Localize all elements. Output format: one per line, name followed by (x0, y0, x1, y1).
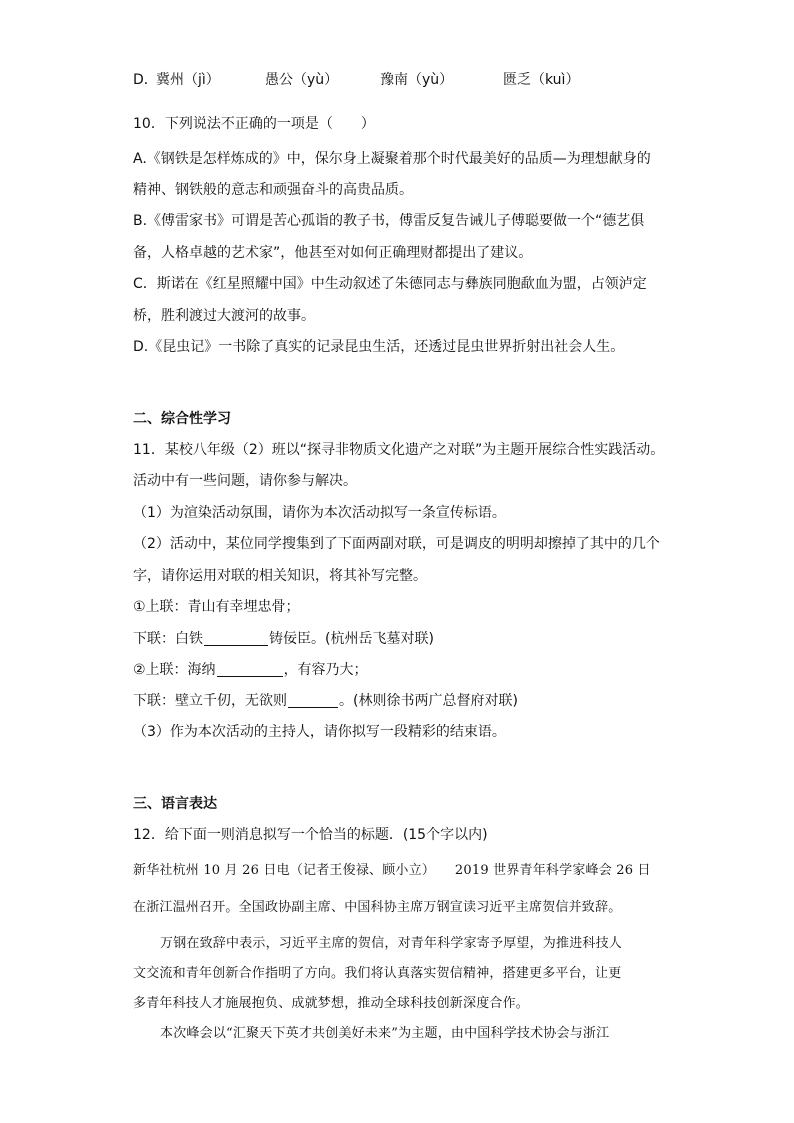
answer-blank-2[interactable] (217, 662, 283, 677)
couplet-2-upper (133, 662, 368, 677)
couplet-2-lower (133, 693, 518, 708)
news-line-1: 新华社杭州 10 月 26 日电（记者王俊禄、顾小立） 2019 世界青年科学家峰会 26 日 (133, 863, 651, 878)
news-line-2: 在浙江温州召开。全国政协副主席、中国科协主席万钢宣读习近平主席贺信并致辞。 (133, 900, 622, 915)
q9-option-d-label: D． (133, 72, 158, 88)
q11-stem-line-2: 活动中有一些问题，请你参与解决。 (133, 473, 357, 489)
q10-option-a-line-1: A.《钢铁是怎样炼成的》中，保尔身上凝聚着那个时代最美好的品质—为理想献身的 (133, 151, 651, 167)
answer-blank-1[interactable] (204, 631, 268, 646)
couplet-2-lower-prefix: 下联：壁立千仞，无欲则 (133, 693, 287, 709)
q12-stem: 12．给下面一则消息拟写一个恰当的标题．(15个字以内) (133, 827, 488, 843)
couplet-2-lower-suffix: 。(林则徐书两广总督府对联) (339, 693, 518, 709)
q9-pair-4: 匮乏（kuì） (503, 72, 580, 88)
q10-option-c-line-2: 桥，胜利渡过大渡河的故事。 (133, 308, 315, 324)
q10-stem: 10．下列说法不正确的一项是（ ） (133, 116, 375, 132)
section-3-heading: 三、语言表达 (133, 796, 217, 812)
q10-option-b-line-2: 备，人格卓越的艺术家”，他甚至对如何正确理财都提出了建议。 (133, 245, 533, 261)
news-line-4: 文交流和青年创新合作指明了方向。我们将认真落实贺信精神，搭建更多平台，让更 (133, 966, 622, 981)
q9-pair-1: 冀州（jì） (156, 72, 220, 88)
couplet-2-upper-suffix: ，有容乃大； (283, 662, 368, 678)
q11-sub-2-line-1: （2）活动中，某位同学搜集到了下面两副对联，可是调皮的明明却擦掉了其中的几个 (133, 536, 660, 552)
q11-sub-2-line-2: 字，请你运用对联的相关知识，将其补写完整。 (133, 568, 427, 584)
answer-blank-3[interactable] (288, 693, 338, 708)
q11-sub-1: （1）为渲染活动氛围，请你为本次活动拟写一条宣传标语。 (133, 505, 506, 521)
q11-sub-3: （3）作为本次活动的主持人，请你拟写一段精彩的结束语。 (133, 724, 506, 740)
q9-pair-3: 豫南（yù） (380, 72, 454, 88)
couplet-2-upper-prefix: ②上联：海纳 (133, 662, 216, 678)
q9-pair-2: 愚公（yù） (265, 72, 339, 88)
news-line-5: 多青年科技人才施展抱负、成就梦想，推动全球科技创新深度合作。 (133, 996, 530, 1011)
news-line-6: 本次峰会以“汇聚天下英才共创美好未来”为主题，由中国科学技术协会与浙江 (160, 1026, 610, 1041)
q11-stem-line-1: 11．某校八年级（2）班以“探寻非物质文化遗产之对联”为主题开展综合性实践活动。 (133, 442, 665, 458)
couplet-1-lower (133, 631, 434, 646)
couplet-1-lower-prefix: 下联：白铁 (133, 631, 203, 647)
q10-option-c-line-1: C．斯诺在《红星照耀中国》中生动叙述了朱德同志与彝族同胞歃血为盟，占领泸定 (133, 276, 647, 292)
news-line-3: 万钢在致辞中表示，习近平主席的贺信，对青年科学家寄予厚望，为推进科技人 (160, 936, 623, 951)
q10-option-d-line-1: D.《昆虫记》一书除了真实的记录昆虫生活，还透过昆虫世界折射出社会人生。 (133, 339, 625, 355)
q10-option-b-line-1: B.《傅雷家书》可谓是苦心孤诣的教子书，傅雷反复告诫儿子傅聪要做一个“德艺俱 (133, 213, 645, 229)
couplet-1-upper: ①上联：青山有幸埋忠骨； (133, 599, 300, 615)
section-2-heading: 二、综合性学习 (133, 411, 231, 427)
couplet-1-lower-suffix: 铸佞臣。(杭州岳飞墓对联) (269, 631, 434, 647)
q10-option-a-line-2: 精神、钢铁般的意志和顽强奋斗的高贵品质。 (133, 182, 413, 198)
